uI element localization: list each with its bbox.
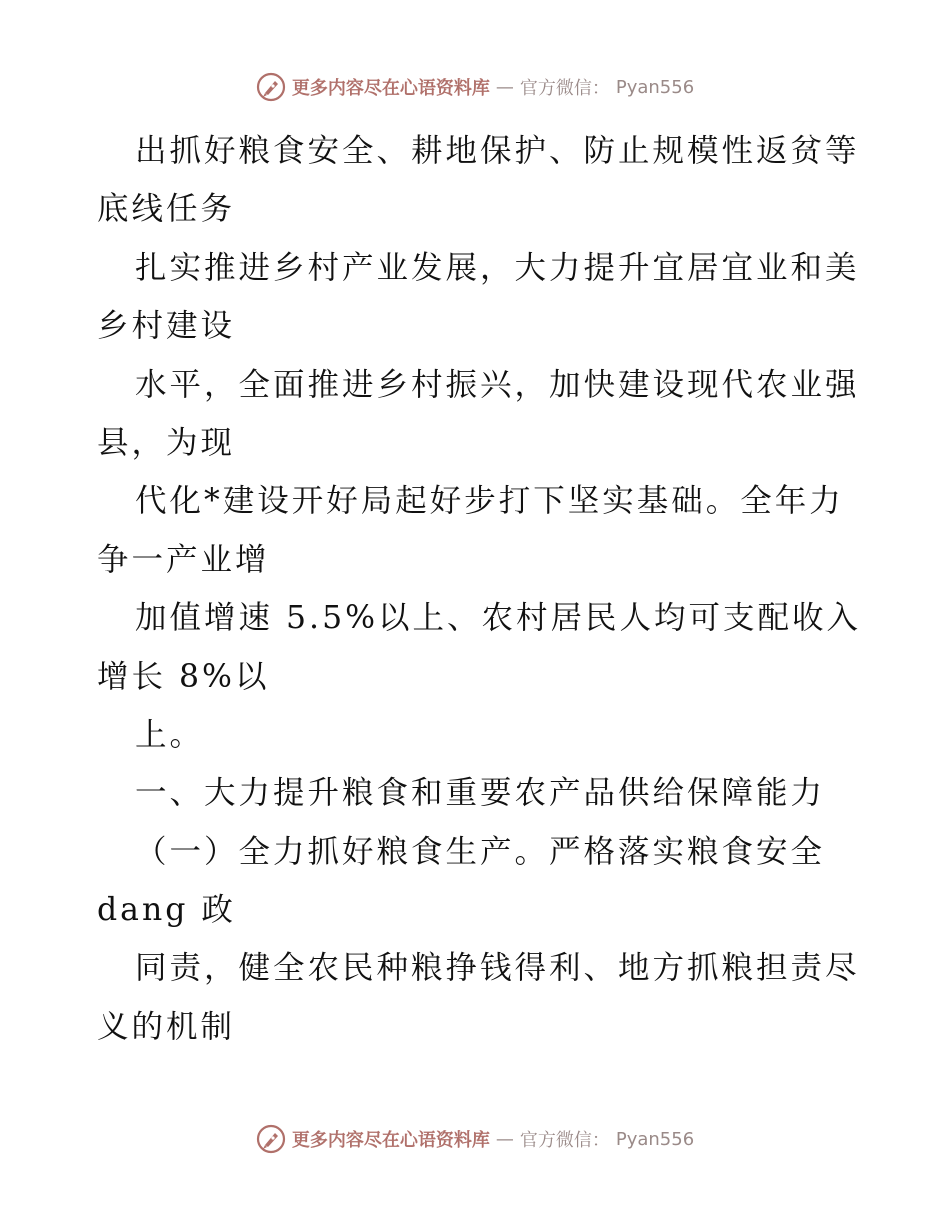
text-line: 底线任务 — [97, 191, 236, 228]
watermark-separator: — — [495, 1128, 514, 1150]
text-line: 扎实推进乡村产业发展，大力提升宜居宜业和美 — [135, 249, 860, 286]
watermark-wechat-id: Pyan556 — [615, 76, 695, 98]
watermark-separator: — — [495, 76, 514, 98]
text-line: 争一产业增 — [97, 541, 270, 578]
pen-nib-logo-icon — [256, 1124, 286, 1154]
watermark-wechat-id: Pyan556 — [615, 1128, 695, 1150]
text-line: 一、大力提升粮食和重要农产品供给保障能力 — [135, 775, 826, 812]
text-line: 增长 8%以 — [97, 658, 270, 695]
text-line: 出抓好粮食安全、耕地保护、防止规模性返贫等 — [135, 133, 860, 169]
watermark-text: 更多内容尽在心语资料库 — [291, 78, 490, 99]
text-line: dang 政 — [97, 892, 236, 929]
watermark-official-label: 官方微信： — [519, 1130, 610, 1151]
text-line: 县，为现 — [97, 424, 236, 461]
footer-watermark — [0, 1124, 950, 1154]
text-line: 义的机制 — [97, 1008, 236, 1045]
text-line: 上。 — [135, 716, 205, 753]
text-line: 水平，全面推进乡村振兴，加快建设现代农业强 — [135, 366, 860, 403]
text-line: （一）全力抓好粮食生产。严格落实粮食安全 — [135, 833, 826, 870]
text-line: 代化*建设开好局起好步打下坚实基础。全年力 — [135, 483, 844, 520]
header-watermark — [0, 72, 950, 102]
watermark-official-label: 官方微信： — [519, 78, 610, 99]
pen-nib-logo-icon — [256, 72, 286, 102]
document-body — [97, 122, 862, 1056]
text-line: 同责，健全农民种粮挣钱得利、地方抓粮担责尽 — [135, 950, 860, 987]
text-line: 加值增速 5.5%以上、农村居民人均可支配收入 — [135, 600, 862, 637]
watermark-text: 更多内容尽在心语资料库 — [291, 1130, 490, 1151]
text-line: 乡村建设 — [97, 308, 236, 345]
